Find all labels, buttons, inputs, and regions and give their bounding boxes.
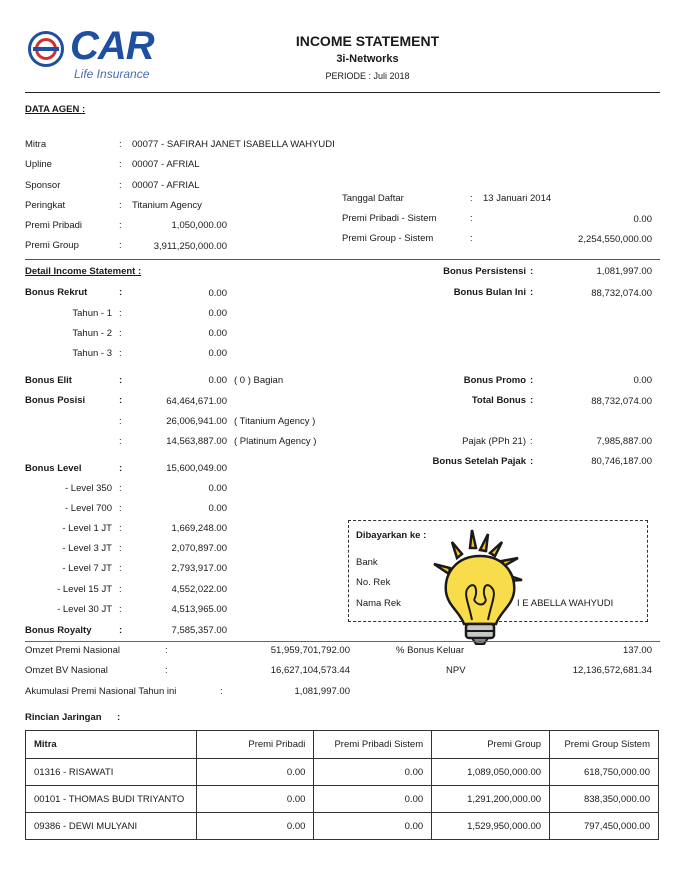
cell-premi-pribadi: 0.00 xyxy=(196,813,314,840)
bank-label: Bank xyxy=(356,557,378,568)
detail-title: Detail Income Statement : xyxy=(25,266,142,277)
sep: : xyxy=(119,200,122,211)
table-row xyxy=(26,786,659,813)
pg-sistem-label: Premi Group - Sistem xyxy=(342,233,434,244)
tanggal-value: 13 Januari 2014 xyxy=(483,193,552,204)
logo-brand: CAR xyxy=(70,24,154,68)
sep: : xyxy=(530,266,534,277)
tahun1-label: Tahun - 1 xyxy=(72,308,112,319)
bonus-level-label: Bonus Level xyxy=(25,463,82,474)
cell-premi-group: 1,089,050,000.00 xyxy=(432,759,550,786)
level-value: 2,793,917.00 xyxy=(171,563,227,574)
sep: : xyxy=(119,584,122,595)
pajak-value: 7,985,887.00 xyxy=(596,436,652,447)
akumulasi-label: Akumulasi Premi Nasional Tahun ini xyxy=(25,686,177,697)
total-bonus-label: Total Bonus xyxy=(471,395,526,406)
bonus-posisi-value: 64,464,671.00 xyxy=(166,396,227,407)
premi-pribadi-value: 1,050,000.00 xyxy=(171,220,227,231)
sep: : xyxy=(220,686,223,697)
sep: : xyxy=(119,287,123,298)
header-divider xyxy=(25,92,660,93)
summary-divider xyxy=(25,641,660,642)
setelah-pajak-value: 80,746,187.00 xyxy=(591,456,652,467)
sep: : xyxy=(470,193,473,204)
sponsor-value: 00007 - AFRIAL xyxy=(132,180,200,191)
posisi-platinum-note: ( Platinum Agency ) xyxy=(234,436,317,447)
bonus-royalty-label: Bonus Royalty xyxy=(25,625,92,636)
sep: : xyxy=(165,645,168,656)
section-divider xyxy=(25,259,660,260)
cell-premi-group-sistem: 838,350,000.00 xyxy=(550,786,659,813)
sep: : xyxy=(119,240,122,251)
sep: : xyxy=(119,139,122,150)
pp-sistem-value: 0.00 xyxy=(633,214,652,225)
table-row xyxy=(26,759,659,786)
bonus-persistensi-value: 1,081,997.00 xyxy=(596,266,652,277)
premi-group-label: Premi Group xyxy=(25,240,79,251)
jaringan-table xyxy=(25,730,659,840)
sponsor-label: Sponsor xyxy=(25,180,61,191)
bonus-level-value: 15,600,049.00 xyxy=(166,463,227,474)
posisi-platinum-value: 14,563,887.00 xyxy=(166,436,227,447)
sep: : xyxy=(119,503,122,514)
cell-premi-group-sistem: 797,450,000.00 xyxy=(550,813,659,840)
posisi-titanium-value: 26,006,941.00 xyxy=(166,416,227,427)
sep: : xyxy=(470,233,473,244)
total-bonus-value: 88,732,074.00 xyxy=(591,396,652,407)
mitra-value: 00077 - SAFIRAH JANET ISABELLA WAHYUDI xyxy=(132,139,335,150)
npv-label: NPV xyxy=(446,665,466,676)
sep: : xyxy=(117,712,121,723)
sep: : xyxy=(530,436,533,447)
norek-label: No. Rek xyxy=(356,577,391,588)
bonus-elit-value: 0.00 xyxy=(208,375,227,386)
sep: : xyxy=(119,180,122,191)
sep: : xyxy=(119,463,123,474)
tahun2-label: Tahun - 2 xyxy=(72,328,112,339)
page-title: INCOME STATEMENT xyxy=(295,33,440,49)
lightbulb-icon xyxy=(422,520,542,648)
peringkat-value: Titanium Agency xyxy=(132,200,202,211)
tahun1-value: 0.00 xyxy=(208,308,227,319)
bonus-keluar-value: 137.00 xyxy=(622,645,652,656)
nama-rek-value: I E ABELLA WAHYUDI xyxy=(517,598,614,609)
bonus-keluar-label: % Bonus Keluar xyxy=(396,645,465,656)
payment-title: Dibayarkan ke : xyxy=(356,530,427,541)
tanggal-label: Tanggal Daftar xyxy=(342,193,404,204)
table-header xyxy=(26,731,659,759)
periode: PERIODE : Juli 2018 xyxy=(325,71,410,81)
sep: : xyxy=(119,625,123,636)
akumulasi-value: 1,081,997.00 xyxy=(294,686,350,697)
col-premi-group-sistem: Premi Group Sistem xyxy=(550,731,659,759)
level-value: 4,552,022.00 xyxy=(171,584,227,595)
bonus-rekrut-value: 0.00 xyxy=(208,288,227,299)
company-name: 3i-Networks xyxy=(336,53,399,65)
col-premi-pribadi-sistem: Premi Pribadi Sistem xyxy=(314,731,432,759)
bonus-bulan-ini-label: Bonus Bulan Ini xyxy=(453,287,526,298)
bonus-persistensi-label: Bonus Persistensi xyxy=(443,266,526,277)
premi-group-value: 3,911,250,000.00 xyxy=(153,241,227,252)
sep: : xyxy=(530,287,534,298)
bonus-promo-label: Bonus Promo xyxy=(463,375,526,386)
data-agen-title: DATA AGEN : xyxy=(25,104,86,115)
cell-premi-pribadi-sistem: 0.00 xyxy=(314,759,432,786)
tahun3-label: Tahun - 3 xyxy=(72,348,112,359)
bonus-promo-value: 0.00 xyxy=(633,375,652,386)
cell-premi-group: 1,291,200,000.00 xyxy=(432,786,550,813)
bonus-posisi-label: Bonus Posisi xyxy=(25,395,86,406)
upline-label: Upline xyxy=(25,159,52,170)
premi-pribadi-label: Premi Pribadi xyxy=(25,220,83,231)
col-mitra: Mitra xyxy=(26,731,197,759)
pp-sistem-label: Premi Pribadi - Sistem xyxy=(342,213,437,224)
omzet-premi-value: 51,959,701,792.00 xyxy=(270,645,350,656)
cell-premi-group-sistem: 618,750,000.00 xyxy=(550,759,659,786)
npv-value: 12,136,572,681.34 xyxy=(572,665,652,676)
cell-mitra: 01316 - RISAWATI xyxy=(26,759,197,786)
sep: : xyxy=(470,213,473,224)
level-label: - Level 15 JT xyxy=(57,584,112,595)
sep: : xyxy=(165,665,168,676)
sep: : xyxy=(119,543,122,554)
level-value: 0.00 xyxy=(208,503,227,514)
cell-premi-pribadi-sistem: 0.00 xyxy=(314,786,432,813)
sep: : xyxy=(530,456,534,467)
level-label: - Level 1 JT xyxy=(62,523,112,534)
tahun2-value: 0.00 xyxy=(208,328,227,339)
cell-premi-pribadi: 0.00 xyxy=(196,759,314,786)
mitra-label: Mitra xyxy=(25,139,47,150)
col-premi-group: Premi Group xyxy=(432,731,550,759)
table-row xyxy=(26,813,659,840)
sep: : xyxy=(119,308,122,319)
sep: : xyxy=(530,395,534,406)
sep: : xyxy=(119,375,123,386)
omzet-bv-value: 16,627,104,573.44 xyxy=(270,665,350,676)
posisi-titanium-note: ( Titanium Agency ) xyxy=(234,416,316,427)
sep: : xyxy=(119,436,122,447)
cell-premi-pribadi-sistem: 0.00 xyxy=(314,813,432,840)
pajak-label: Pajak (PPh 21) xyxy=(462,436,526,447)
level-label: - Level 3 JT xyxy=(62,543,112,554)
sep: : xyxy=(119,523,122,534)
bonus-elit-note: ( 0 ) Bagian xyxy=(234,375,284,386)
omzet-bv-label: Omzet BV Nasional xyxy=(25,665,108,676)
col-premi-pribadi: Premi Pribadi xyxy=(196,731,314,759)
level-label: - Level 350 xyxy=(64,483,112,494)
bonus-rekrut-label: Bonus Rekrut xyxy=(25,287,88,298)
sep: : xyxy=(119,483,122,494)
level-label: - Level 30 JT xyxy=(57,604,112,615)
nama-rek-label: Nama Rek xyxy=(356,598,401,609)
sep: : xyxy=(119,348,122,359)
sep: : xyxy=(119,563,122,574)
sep: : xyxy=(119,416,122,427)
bonus-royalty-value: 7,585,357.00 xyxy=(171,625,227,636)
level-value: 1,669,248.00 xyxy=(171,523,227,534)
bonus-bulan-ini-value: 88,732,074.00 xyxy=(591,288,652,299)
cell-premi-group: 1,529,950,000.00 xyxy=(432,813,550,840)
omzet-premi-label: Omzet Premi Nasional xyxy=(25,645,121,656)
level-value: 0.00 xyxy=(208,483,227,494)
level-value: 2,070,897.00 xyxy=(171,543,227,554)
jaringan-title: Rincian Jaringan xyxy=(25,712,102,723)
bonus-elit-label: Bonus Elit xyxy=(25,375,72,386)
tahun3-value: 0.00 xyxy=(208,348,227,359)
sep: : xyxy=(119,159,122,170)
peringkat-label: Peringkat xyxy=(25,200,66,211)
sep: : xyxy=(119,220,122,231)
sep: : xyxy=(119,604,122,615)
setelah-pajak-label: Bonus Setelah Pajak xyxy=(432,456,526,467)
sep: : xyxy=(119,328,122,339)
cell-mitra: 09386 - DEWI MULYANI xyxy=(26,813,197,840)
upline-value: 00007 - AFRIAL xyxy=(132,159,200,170)
cell-mitra: 00101 - THOMAS BUDI TRIYANTO xyxy=(26,786,197,813)
level-label: - Level 7 JT xyxy=(62,563,112,574)
sep: : xyxy=(530,375,534,386)
level-value: 4,513,965.00 xyxy=(171,604,227,615)
sep: : xyxy=(119,395,123,406)
pg-sistem-value: 2,254,550,000.00 xyxy=(578,234,652,245)
logo-subtitle: Life Insurance xyxy=(74,67,150,81)
level-label: - Level 700 xyxy=(64,503,112,514)
cell-premi-pribadi: 0.00 xyxy=(196,786,314,813)
